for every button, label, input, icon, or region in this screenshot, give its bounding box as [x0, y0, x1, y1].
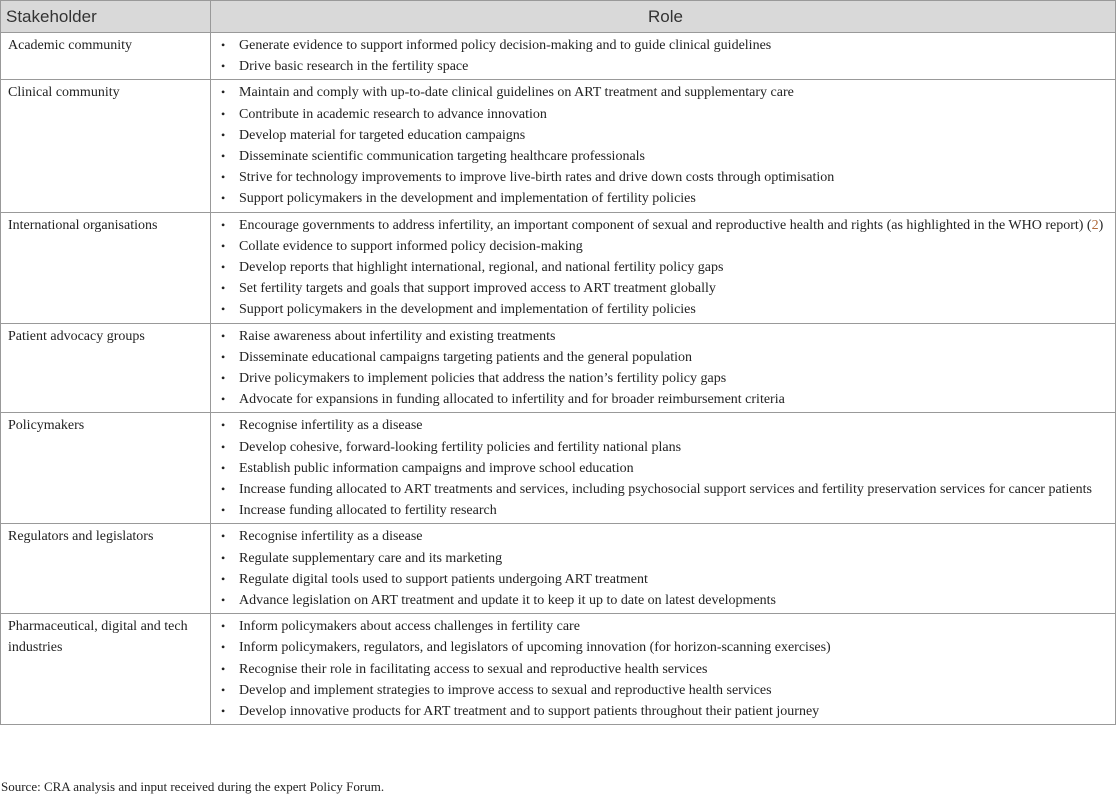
- list-item: • Drive policymakers to implement policies that address the nation’s fertility policy gaps: [218, 368, 1109, 389]
- list-item: • Regulate digital tools used to support patients undergoing ART treatment: [218, 569, 1109, 590]
- list-item: • Generate evidence to support informed policy decision-making and to guide clinical guidelines: [218, 35, 1109, 56]
- list-item: • Recognise infertility as a disease: [218, 415, 1109, 436]
- list-item: • Set fertility targets and goals that support improved access to ART treatment globally: [218, 278, 1109, 299]
- list-item: • Recognise infertility as a disease: [218, 526, 1109, 547]
- list-item: • Develop material for targeted education campaigns: [218, 125, 1109, 146]
- list-item: • Recognise their role in facilitating access to sexual and reproductive health services: [218, 659, 1109, 680]
- role-cell: [211, 212, 1116, 323]
- table-row: [1, 323, 1116, 413]
- role-list: [218, 415, 1109, 521]
- role-list: [218, 616, 1109, 722]
- list-item: • Develop reports that highlight international, regional, and national fertility policy gaps: [218, 257, 1109, 278]
- table-row: [1, 413, 1116, 524]
- list-item: • Support policymakers in the development and implementation of fertility policies: [218, 299, 1109, 320]
- table-row: [1, 80, 1116, 212]
- header-role: Role: [211, 1, 1116, 33]
- stakeholder-cell: Patient advocacy groups: [1, 323, 211, 413]
- list-item: • Disseminate scientific communication targeting healthcare professionals: [218, 146, 1109, 167]
- list-item: • Inform policymakers, regulators, and legislators of upcoming innovation (for horizon-scanning exercises): [218, 637, 1109, 658]
- list-item: • Develop innovative products for ART treatment and to support patients throughout their patient journey: [218, 701, 1109, 722]
- list-item: • Drive basic research in the fertility space: [218, 56, 1109, 77]
- citation-close: ): [1098, 217, 1104, 233]
- stakeholder-cell: Regulators and legislators: [1, 524, 211, 614]
- list-item: • Advocate for expansions in funding allocated to infertility and for broader reimbursement criteria: [218, 389, 1109, 410]
- role-cell: [211, 80, 1116, 212]
- role-list: [218, 35, 1109, 77]
- role-list: [218, 526, 1109, 611]
- list-item: • Collate evidence to support informed policy decision-making: [218, 236, 1109, 257]
- header-row: [1, 1, 1116, 33]
- source-note: Source: CRA analysis and input received during the expert Policy Forum.: [1, 779, 385, 794]
- role-list: [218, 215, 1109, 321]
- list-item: • Develop cohesive, forward-looking fertility policies and fertility national plans: [218, 437, 1109, 458]
- list-item: • Support policymakers in the development and implementation of fertility policies: [218, 188, 1109, 209]
- list-item: • Contribute in academic research to advance innovation: [218, 104, 1109, 125]
- list-item: • Increase funding allocated to fertility research: [218, 500, 1109, 521]
- list-item: • Strive for technology improvements to improve live-birth rates and drive down costs through optimisation: [218, 167, 1109, 188]
- header-stakeholder: Stakeholder: [1, 1, 211, 33]
- list-item: • Disseminate educational campaigns targeting patients and the general population: [218, 347, 1109, 368]
- stakeholder-cell: Pharmaceutical, digital and tech industries: [1, 614, 211, 725]
- table-row: [1, 524, 1116, 614]
- role-cell: [211, 614, 1116, 725]
- list-item: • Establish public information campaigns and improve school education: [218, 458, 1109, 479]
- stakeholder-cell: International organisations: [1, 212, 211, 323]
- table-row: [1, 614, 1116, 725]
- list-item: [218, 215, 1109, 236]
- list-item: • Regulate supplementary care and its marketing: [218, 548, 1109, 569]
- role-cell: [211, 323, 1116, 413]
- list-item: • Inform policymakers about access challenges in fertility care: [218, 616, 1109, 637]
- stakeholder-cell: Academic community: [1, 33, 211, 80]
- list-item: • Raise awareness about infertility and existing treatments: [218, 326, 1109, 347]
- list-item: • Increase funding allocated to ART treatments and services, including psychosocial support services and fertility preservation services for cancer patients: [218, 479, 1109, 500]
- role-list: [218, 326, 1109, 411]
- table-row: [1, 33, 1116, 80]
- role-list: [218, 82, 1109, 209]
- stakeholder-cell: Policymakers: [1, 413, 211, 524]
- list-item: • Maintain and comply with up-to-date clinical guidelines on ART treatment and supplementary care: [218, 82, 1109, 103]
- stakeholder-cell: Clinical community: [1, 80, 211, 212]
- role-cell: [211, 413, 1116, 524]
- role-cell: [211, 33, 1116, 80]
- role-text: Encourage governments to address infertility, an important component of sexual and reproductive health and rights (as highlighted in the WHO report) (: [239, 217, 1092, 233]
- role-cell: [211, 524, 1116, 614]
- citation-link[interactable]: 2: [1091, 217, 1099, 233]
- list-item: • Advance legislation on ART treatment and update it to keep it up to date on latest developments: [218, 590, 1109, 611]
- list-item: • Develop and implement strategies to improve access to sexual and reproductive health services: [218, 680, 1109, 701]
- table-row: [1, 212, 1116, 323]
